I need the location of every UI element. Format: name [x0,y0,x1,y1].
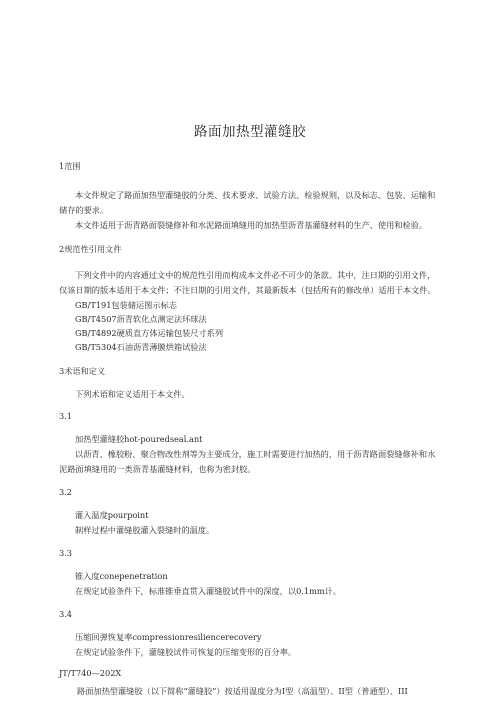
scope-paragraph-line: 储存的要求。 [59,205,109,215]
document-title: 路面加热型灌缝胶 [194,124,306,140]
term-definition-line: 泥路面填缝用的一类沥青基灌缝材料，也称为密封胶。 [59,464,256,474]
reference-item: GB/T4507沥青软化点测定法环球法 [75,314,207,324]
section-heading-normative-references: 2规范性引用文件 [59,244,122,254]
term-name: 压缩回弹恢复率compressionresiliencerecovery [75,632,262,642]
standard-code: JT/T740—202X [59,668,122,678]
classification-paragraph-line: 路面加热型灌缝胶（以下简称“灌缝胶”）按适用温度分为I型（高温型）、II型（普通型）、III [77,686,408,696]
section-heading-terms: 3术语和定义 [59,366,106,376]
reference-item: GB/T191包装储运图示标志 [75,300,177,310]
term-definition-line: 在规定试验条件下，灌缝胶试件可恢复的压缩变形的百分率。 [75,647,297,657]
term-definition-line: 在规定试验条件下，标准锥垂直贯入灌缝胶试件中的深度，以0.1mm计。 [75,586,341,596]
term-number: 3.4 [59,609,73,619]
term-definition-line: 以沥青、橡胶粉、聚合物改性剂等为主要成分，施工时需要进行加热的，用于沥青路面裂缝修补和水 [75,449,436,459]
term-name: 加热型灌缝胶hot-pouredseal.ant [75,434,203,444]
section-heading-scope: 1范围 [59,161,81,171]
scope-paragraph-line: 本文件适用于沥青路面裂缝修补和水泥路面填缝用的加热型沥青基灌缝材料的生产、使用和检验。 [75,220,428,230]
term-name: 灌入温度pourpoint [75,510,149,520]
term-name: 锥入度conepenetration [75,571,168,581]
term-number: 3.2 [59,487,73,497]
scope-paragraph-line: 本文件规定了路面加热型灌缝胶的分类、技术要求、试验方法、检验规则，以及标志、包装、运输和 [75,190,436,200]
term-number: 3.1 [59,411,73,421]
references-paragraph-line: 下列文件中的内容通过文中的规范性引用而构成本文件必不可少的条款。其中，注日期的引用文件， [75,270,436,280]
term-definition-line: 制样过程中灌缝胶灌入裂缝时的温度。 [75,525,215,535]
terms-intro: 下列术语和定义适用于本文件。 [75,389,190,399]
term-number: 3.3 [59,548,73,558]
reference-item: GB/T5304石油沥青薄膜烘箱试验法 [75,342,207,352]
references-paragraph-line: 仅该日期的版本适用于本文件；不注日期的引用文件，其最新版本（包括所有的修改单）适用于本文件。 [59,285,436,295]
reference-item: GB/T4892硬质直方体运输包装尺寸系列 [75,328,224,338]
